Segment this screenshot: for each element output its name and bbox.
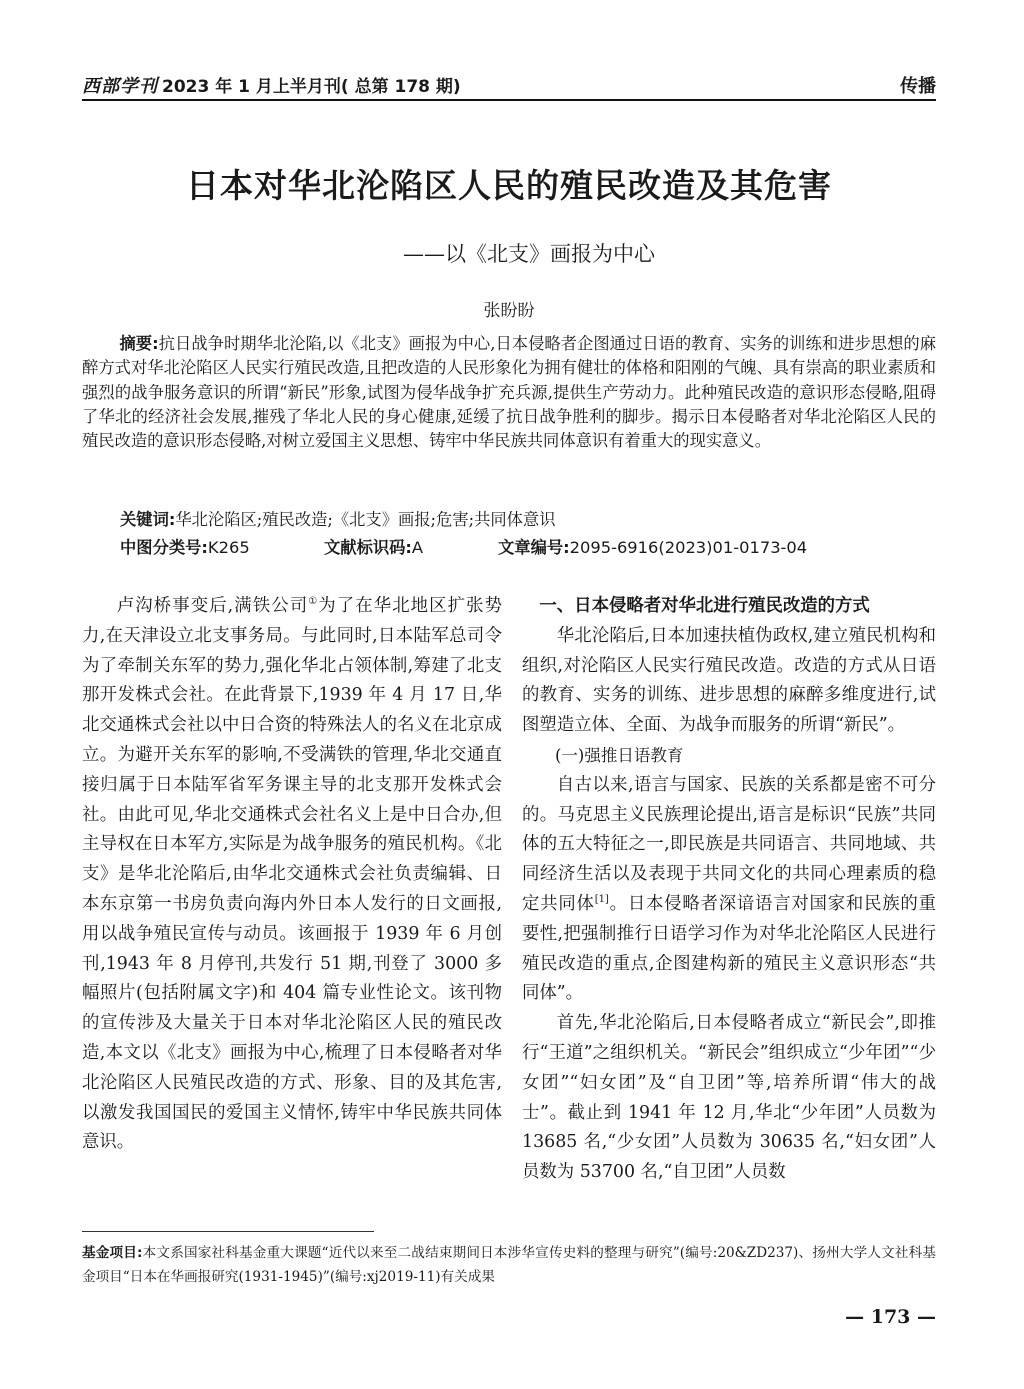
header-rule [82,99,936,101]
abstract-label: 摘要: [119,334,159,353]
funding-label: 基金项目: [82,1245,143,1261]
clc-number: 中图分类号:K265 [120,538,250,557]
body-paragraph: 首先,华北沦陷后,日本侵略者成立“新民会”,即推行“王道”之组织机关。“新民会”组织成立“少年团”“少女团”“妇女团”及“自卫团”等,培养所谓“伟大的战士”。截止到 1941 年 12 月,华北“少年团”人员数为 13685 名,“少女团”人员数为 30635 名,“妇女团”人员数为 53700 名,“自卫团”人员数 [522,1013,936,1183]
page-number: — 173 — [845,1306,936,1328]
subsection-heading: (一)强推日语教育 [555,745,684,765]
journal-logo: 西部学刊 [82,76,158,97]
document-code: 文献标识码:A [324,538,424,557]
reference-marker: [1] [594,894,609,906]
article-number: 文章编号:2095-6916(2023)01-0173-04 [498,538,808,557]
funding-text: 本文系国家社科基金重大课题“近代以来至二战结束期间日本涉华宣传史料的整理与研究”(编号:20&ZD237)、扬州大学人文社科基金项目“日本在华画报研究(1931-1945)”(编号:xj2019-11)有关成果 [82,1245,936,1285]
section-heading: 一、日本侵略者对华北进行殖民改造的方式 [539,596,870,616]
body-column-left [82,592,502,1158]
keywords [120,508,936,532]
article-subtitle: ——以《北支》画报为中心 [403,242,655,266]
running-header [82,70,936,102]
footnote-marker: ① [308,596,319,608]
funding-note [82,1241,936,1289]
abstract-text: 抗日战争时期华北沦陷,以《北支》画报为中心,日本侵略者企图通过日语的教育、实务的训练和进步思想的麻醉方式对华北沦陷区人民实行殖民改造,且把改造的人民形象化为拥有健壮的体格和阳刚的气魄、具有崇高的职业素质和强烈的战争服务意识的所谓“新民”形象,试图为侵华战争扩充兵源,提供生产劳动力。此种殖民改造的意识形态侵略,阻碍了华北的经济社会发展,摧残了华北人民的身心健康,延缓了抗日战争胜利的脚步。揭示日本侵略者对华北沦陷区人民的殖民改造的意识形态侵略,对树立爱国主义思想、铸牢中华民族共同体意识有着重大的现实意义。 [82,334,937,451]
body-paragraph: 华北沦陷后,日本加速扶植伪政权,建立殖民机构和组织,对沦陷区人民实行殖民改造。改造的方式从日语的教育、实务的训练、进步思想的麻醉多维度进行,试图塑造立体、全面、为战争而服务的所谓“新民”。 [522,625,936,736]
body-column-right [522,592,936,1188]
section-name: 传播 [900,76,936,97]
keywords-text: 华北沦陷区;殖民改造;《北支》画报;危害;共同体意识 [175,510,556,529]
footnote-rule [82,1231,374,1232]
keywords-label: 关键词: [120,510,176,529]
body-paragraph: 自古以来,语言与国家、民族的关系都是密不可分的。马克思主义民族理论提出,语言是标识“民族”共同体的五大特征之一,即民族是共同语言、共同地域、共同经济生活以及表现于共同文化的共同心理素质的稳定共同体[1]。日本侵略者深谙语言对国家和民族的重要性,把强制推行日语学习作为对华北沦陷区人民进行殖民改造的重点,企图建构新的殖民主义意识形态“共同体”。 [522,774,936,1004]
article-title: 日本对华北沦陷区人民的殖民改造及其危害 [186,166,832,205]
body-paragraph: 卢沟桥事变后,满铁公司①为了在华北地区扩张势力,在天津设立北支事务局。与此同时,日本陆军总司令为了牵制关东军的势力,强化华北占领体制,筹建了北支那开发株式会社。在此背景下,1939 年 4 月 17 日,华北交通株式会社以中日合资的特殊法人的名义在北京成立。为避开关东军的影响,不受满铁的管理,华北交通直接归属于日本陆军省军务课主导的北支那开发株式会社。由此可见,华北交通株式会社名义上是中日合办,但主导权在日本军方,实际是为战争服务的殖民机构。《北支》是华北沦陷后,由华北交通株式会社负责编辑、日本东京第一书房负责向海内外日本人发行的日文画报,用以战争殖民宣传与动员。该画报于 1939 年 6 月创刊,1943 年 8 月停刊,共发行 51 期,刊登了 3000 多幅照片(包括附属文字)和 404 篇专业性论文。该刊物的宣传涉及大量关于日本对华北沦陷区人民的殖民改造,本文以《北支》画报为中心,梳理了日本侵略者对华北沦陷区人民殖民改造的方式、形象、目的及其危害,以激发我国国民的爱国主义情怀,铸牢中华民族共同体意识。 [82,596,502,1153]
article-author: 张盼盼 [483,301,535,321]
journal-issue: 2023 年 1 月上半月刊( 总第 178 期) [162,77,461,97]
abstract [82,332,936,453]
